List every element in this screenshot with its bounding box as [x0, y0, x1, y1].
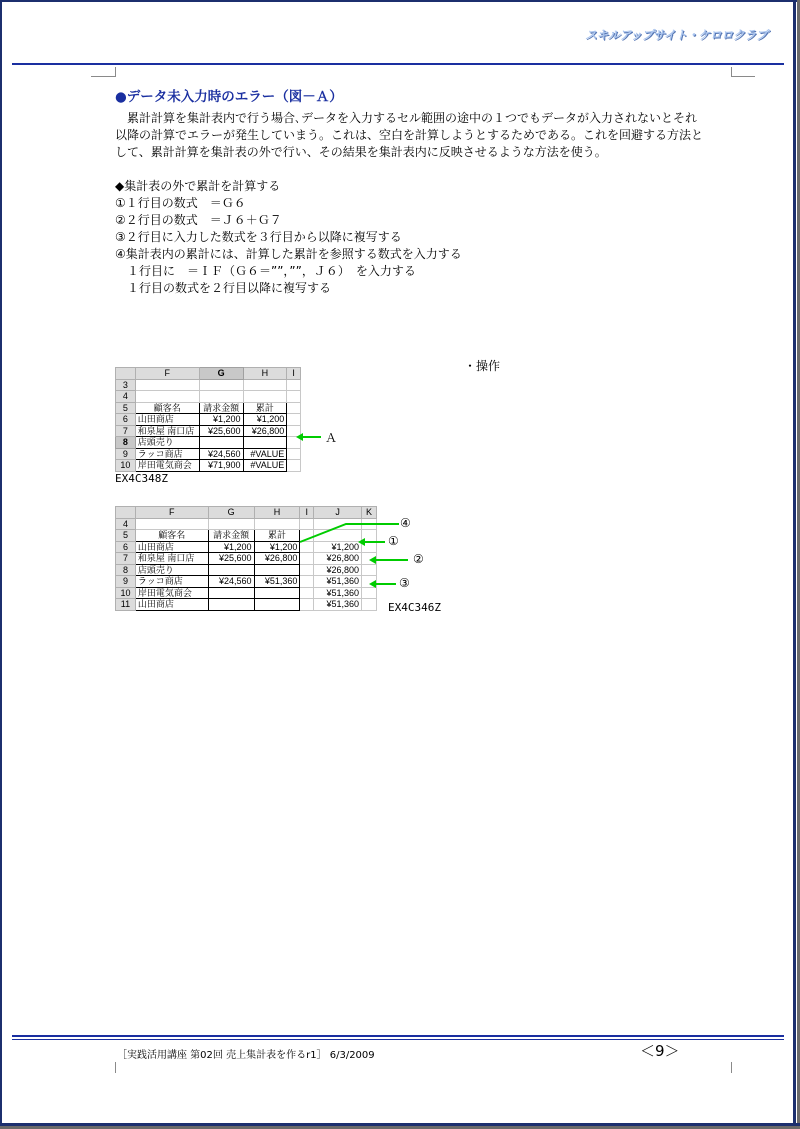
sheet-cell: [254, 564, 300, 576]
paragraph-line: して、累計計算を集計表の外で行い、その結果を集計表内に反映させるような方法を使う。: [115, 145, 607, 159]
footer-text: ［実践活用講座 第02回 売上集計表を作るr1］ 6/3/2009: [117, 1050, 375, 1061]
row-header: 4: [116, 391, 136, 403]
row-header: 8: [116, 437, 136, 449]
crop-mark: [91, 76, 115, 77]
sheet-cell: [300, 587, 314, 599]
sheet-cell: [199, 437, 243, 449]
column-header: I: [300, 507, 314, 519]
column-header: G: [199, 368, 243, 380]
sheet-cell: ¥1,200: [243, 414, 287, 426]
column-header: K: [362, 507, 377, 519]
arrow-3-icon: [369, 577, 397, 591]
paragraph-line: 以降の計算でエラーが発生していまう。これは、空白を計算しようとするためである。これを回避する方法と: [115, 128, 704, 142]
sheet-cell: ¥26,800: [254, 553, 300, 565]
sheet-cell: [287, 379, 301, 391]
sheet-cell: 請求金額: [208, 530, 254, 542]
column-header: I: [287, 368, 301, 380]
figure-code-a: EX4C348Z: [115, 472, 168, 485]
sheet-cell: ¥51,360: [314, 576, 362, 588]
sheet-cell: 和泉屋 南口店: [135, 553, 208, 565]
sheet-cell: ラッコ商店: [135, 448, 199, 460]
row-header: 6: [116, 541, 136, 553]
column-header: H: [254, 507, 300, 519]
sheet-cell: ¥1,200: [314, 541, 362, 553]
sheet-cell: ¥51,360: [314, 587, 362, 599]
steps-title: ◆集計表の外で累計を計算する: [115, 179, 281, 193]
label-2: ②: [413, 552, 424, 566]
arrow-2-icon: [369, 553, 409, 567]
row-header: 9: [116, 448, 136, 460]
row-header: 9: [116, 576, 136, 588]
footer-rule: [12, 1035, 784, 1037]
step-item: １行目の数式を２行目以降に複写する: [115, 281, 332, 295]
sheet-cell: [287, 448, 301, 460]
row-header: 3: [116, 379, 136, 391]
row-header: 10: [116, 587, 136, 599]
step-item: ④集計表内の累計には、計算した累計を参照する数式を入力する: [115, 247, 462, 261]
sheet-cell: 山田商店: [135, 599, 208, 611]
sheet-cell: [243, 379, 287, 391]
sheet-cell: [208, 587, 254, 599]
site-logo: スキルアップサイト・ケロロクラブ: [585, 28, 768, 42]
sheet-cell: [243, 391, 287, 403]
sheet-cell: 岸田電気商会: [135, 460, 199, 472]
column-header: G: [208, 507, 254, 519]
sheet-cell: #VALUE: [243, 460, 287, 472]
sheet-cell: 山田商店: [135, 414, 199, 426]
spreadsheet-figure-a: [115, 367, 301, 472]
sheet-cell: [300, 564, 314, 576]
sheet-cell: ¥24,560: [208, 576, 254, 588]
row-header: 6: [116, 414, 136, 426]
arrow-a-icon: [296, 430, 322, 444]
page-number: ＜9＞: [640, 1042, 680, 1060]
sheet-corner: [116, 368, 136, 380]
sheet-cell: [199, 391, 243, 403]
sheet-cell: ¥24,560: [199, 448, 243, 460]
sheet-cell: ¥26,800: [314, 553, 362, 565]
row-header: 11: [116, 599, 136, 611]
row-header: 5: [116, 402, 136, 414]
header-rule: [12, 63, 784, 65]
label-3: ③: [399, 576, 410, 590]
sheet-cell: [135, 518, 208, 530]
sheet-cell: ¥1,200: [208, 541, 254, 553]
sheet-cell: [208, 518, 254, 530]
step-item: ①１行目の数式 ＝Ｇ６: [115, 196, 246, 210]
sheet-cell: 累計: [243, 402, 287, 414]
row-header: 7: [116, 425, 136, 437]
arrow-1-icon: [358, 535, 386, 549]
sheet-cell: ¥1,200: [254, 541, 300, 553]
page-frame-right: [793, 0, 796, 1129]
sheet-cell: [254, 599, 300, 611]
sheet-cell: 店頭売り: [135, 564, 208, 576]
page-frame-left: [0, 0, 2, 1129]
sheet-cell: 累計: [254, 530, 300, 542]
column-header: H: [243, 368, 287, 380]
sheet-cell: ¥26,800: [243, 425, 287, 437]
figure-code-b: EX4C346Z: [388, 601, 441, 614]
sheet-cell: [135, 379, 199, 391]
sheet-cell: ¥71,900: [199, 460, 243, 472]
sheet-cell: #VALUE: [243, 448, 287, 460]
crop-mark: [115, 1062, 116, 1073]
sheet-cell: 店頭売り: [135, 437, 199, 449]
label-4: ④: [400, 516, 411, 530]
sheet-cell: 顧客名: [135, 402, 199, 414]
sheet-cell: [208, 564, 254, 576]
operation-label: ・操作: [464, 359, 501, 373]
sheet-cell: ラッコ商店: [135, 576, 208, 588]
sheet-cell: [300, 599, 314, 611]
crop-mark: [731, 1062, 732, 1073]
sheet-cell: [287, 414, 301, 426]
sheet-cell: [362, 599, 377, 611]
crop-mark: [115, 67, 116, 77]
step-item: ③２行目に入力した数式を３行目から以降に複写する: [115, 230, 402, 244]
sheet-cell: ¥51,360: [254, 576, 300, 588]
sheet-cell: 岸田電気商会: [135, 587, 208, 599]
paragraph-line: 累計計算を集計表内で行う場合､データを入力するセル範囲の途中の１つでもデータが入力されないとそれ: [115, 111, 698, 125]
arrow-a-label: Ａ: [325, 431, 338, 445]
sheet-cell: [287, 391, 301, 403]
sheet-cell: ¥26,800: [314, 564, 362, 576]
crop-mark: [731, 76, 755, 77]
sheet-cell: ¥1,200: [199, 414, 243, 426]
sheet-cell: 顧客名: [135, 530, 208, 542]
sheet-cell: [287, 460, 301, 472]
step-item: ②２行目の数式 ＝Ｊ６＋Ｇ７: [115, 213, 282, 227]
sheet-cell: [300, 553, 314, 565]
sheet-cell: [300, 576, 314, 588]
sheet-cell: 山田商店: [135, 541, 208, 553]
step-item: １行目に ＝ＩＦ（Ｇ６＝””，””，Ｊ６） を入力する: [115, 264, 416, 278]
column-header: F: [135, 368, 199, 380]
sheet-cell: [199, 379, 243, 391]
sheet-cell: [135, 391, 199, 403]
sheet-cell: [243, 437, 287, 449]
page-frame-top: [0, 0, 800, 2]
sheet-cell: ¥25,600: [208, 553, 254, 565]
column-header: J: [314, 507, 362, 519]
row-header: 8: [116, 564, 136, 576]
sheet-cell: [208, 599, 254, 611]
row-header: 10: [116, 460, 136, 472]
row-header: 7: [116, 553, 136, 565]
sheet-cell: ¥25,600: [199, 425, 243, 437]
sheet-cell: 和泉屋 南口店: [135, 425, 199, 437]
row-header: 4: [116, 518, 136, 530]
sheet-cell: [287, 402, 301, 414]
sheet-cell: [254, 518, 300, 530]
sheet-cell: [254, 587, 300, 599]
row-header: 5: [116, 530, 136, 542]
label-1: ①: [388, 534, 399, 548]
section-heading: ●データ未入力時のエラー（図－Ａ）: [115, 89, 343, 105]
sheet-corner: [116, 507, 136, 519]
column-header: F: [135, 507, 208, 519]
sheet-cell: 請求金額: [199, 402, 243, 414]
sheet-cell: ¥51,360: [314, 599, 362, 611]
